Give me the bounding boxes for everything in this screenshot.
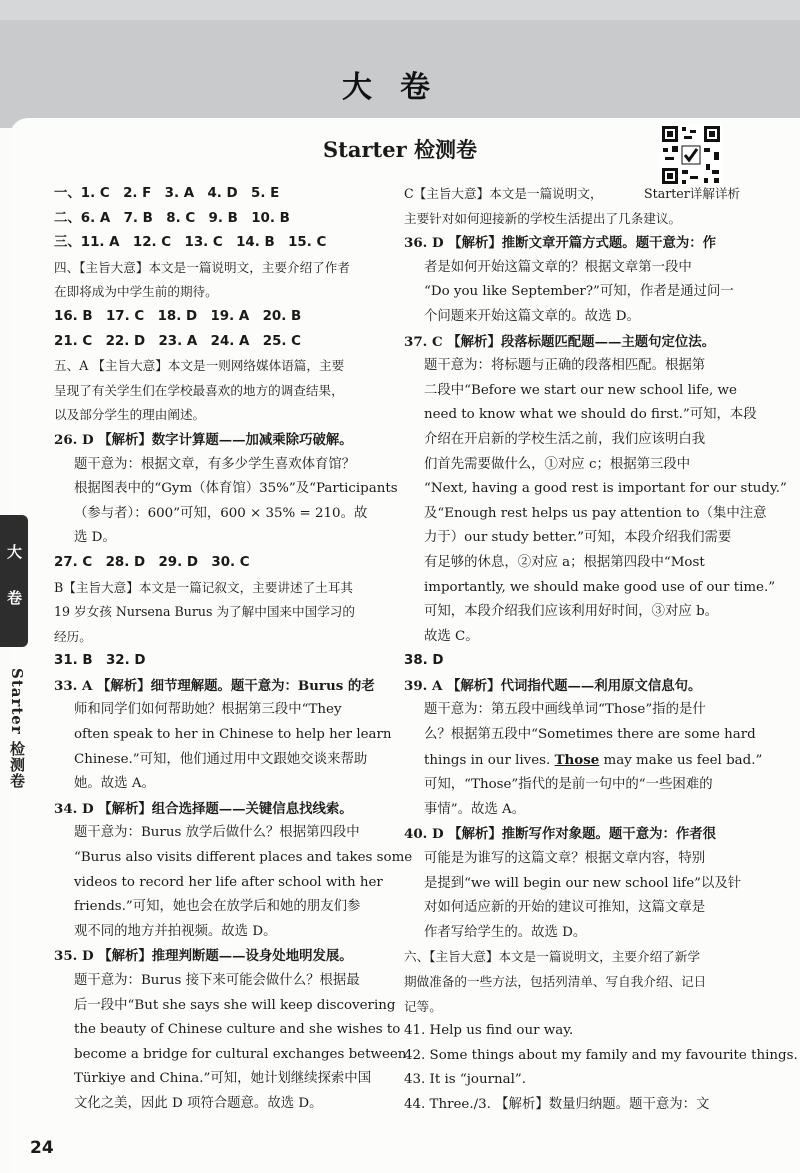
explanation-text: Chinese.”可知，他们通过用中文跟她交谈来帮助 — [74, 751, 368, 767]
section-side-tab — [0, 515, 28, 647]
qr-code-icon[interactable] — [660, 124, 722, 186]
side-tab-label: Starter 检测卷 — [8, 668, 26, 789]
page-number: 24 — [30, 1138, 54, 1158]
answer-line: 41. Help us find our way. — [404, 1023, 574, 1039]
explanation-text: 事情”。故选 A。 — [424, 801, 526, 817]
underlined-word: Those — [554, 751, 600, 768]
explanation-text: 选 D。 — [74, 530, 116, 546]
main-idea-text: 主要针对如何迎接新的学校生活提出了几条建议。 — [404, 210, 682, 226]
explanation-text: often speak to her in Chinese to help her learn — [74, 727, 392, 743]
answer-line: 43. It is “journal”. — [404, 1072, 526, 1088]
explanation-text: 文化之美，因此 D 项符合题意。故选 D。 — [74, 1095, 323, 1111]
explanation-text: 师和同学们如何帮助她？根据第三段中“They — [74, 702, 342, 718]
side-tab-char-1: 大 — [7, 543, 23, 561]
main-idea-text: B【主旨大意】本文是一篇记叙文，主要讲述了土耳其 — [54, 579, 353, 595]
banner-top-shade — [0, 0, 800, 20]
main-idea-text: 四、【主旨大意】本文是一篇说明文，主要介绍了作者 — [54, 259, 350, 275]
explanation-text: 对如何适应新的开始的建议可推知，这篇文章是 — [424, 900, 706, 916]
answer-line: 一、1. C 2. F 3. A 4. D 5. E — [54, 186, 280, 201]
explanation-text: 作者写给学生的。故选 D。 — [424, 924, 587, 940]
explanation-text: 介绍在开启新的学校生活之前，我们应该明白我 — [424, 431, 706, 447]
main-idea-text: 经历。 — [54, 628, 92, 644]
main-idea-text: 记等。 — [404, 998, 442, 1014]
explanation-text: 她。故选 A。 — [74, 776, 155, 792]
explanation-text: 故选 C。 — [424, 628, 479, 644]
answer-line: 27. C 28. D 29. D 30. C — [54, 554, 250, 570]
explanation-text: 题干意为：Burus 接下来可能会做什么？根据最 — [74, 973, 360, 988]
explanation-text: 者是如何开始这篇文章的？根据文章第一段中 — [424, 259, 692, 275]
explanation-heading: 35. D 【解析】推理判断题——设身处地明发展。 — [54, 948, 353, 965]
main-idea-text — [404, 182, 742, 207]
explanation-text: 么？根据第五段中“Sometimes there are some hard — [424, 727, 756, 743]
explanation-text: “Burus also visits different places and takes some — [74, 850, 413, 866]
explanation-text: 后一段中“But she says she will keep discovering — [74, 997, 396, 1013]
explanation-text: 题干意为：第五段中画线单词“Those”指的是什 — [424, 702, 706, 718]
quote-text: things in our lives. — [424, 752, 555, 768]
answer-line: 31. B 32. D — [54, 653, 146, 669]
explanation-text: become a bridge for cultural exchanges between — [74, 1046, 407, 1062]
explanation-text: 可能是为谁写的这篇文章？根据文章内容，特别 — [424, 851, 706, 867]
explanation-heading: 36. D 【解析】推断文章开篇方式题。题干意为：作 — [404, 235, 717, 252]
answer-line: 21. C 22. D 23. A 24. A 25. C — [54, 333, 301, 349]
explanation-text: 力于）our study better.”可知，本段介绍我们需要 — [424, 530, 732, 546]
explanation-text: 根据图表中的“Gym（体育馆）35%”及“Participants — [74, 481, 398, 497]
main-idea-text: 19 岁女孩 Nursena Burus 为了解中国来中国学习的 — [54, 604, 355, 620]
main-idea-text: 呈现了有关学生们在学校最喜欢的地方的调查结果， — [54, 382, 344, 398]
explanation-text: 二段中“Before we start our new school life, we — [424, 382, 737, 398]
explanation-text: 有足够的休息，②对应 a；根据第四段中“Most — [424, 554, 705, 570]
explanation-text: importantly, we should make good use of our time.” — [424, 579, 776, 595]
explanation-text: 可知，“Those”指代的是前一句中的“一些困难的 — [424, 777, 713, 793]
explanation-text: 及“Enough rest helps us pay attention to（集中注意 — [424, 505, 767, 521]
answer-line: 44. Three./3. 【解析】数量归纳题。题干意为：文 — [404, 1096, 710, 1112]
explanation-text: friends.”可知，她也会在放学后和她的朋友们参 — [74, 899, 361, 915]
main-idea-text: 在即将成为中学生前的期待。 — [54, 284, 218, 300]
explanation-heading: 33. A 【解析】细节理解题。题干意为：Burus 的老 — [54, 677, 375, 694]
answer-line: 16. B 17. C 18. D 19. A 20. B — [54, 308, 302, 324]
banner-title: 大卷 — [342, 70, 458, 105]
explanation-text: 题干意为：将标题与正确的段落相匹配。根据第 — [424, 358, 706, 374]
explanation-text: the beauty of Chinese culture and she wishes to — [74, 1022, 401, 1038]
answer-column-left — [54, 182, 413, 1117]
explanation-text: 观不同的地方并拍视频。故选 D。 — [74, 923, 277, 939]
answer-line: 42. Some things about my family and my favourite things. — [404, 1047, 798, 1063]
main-idea-text: 六、【主旨大意】本文是一篇说明文，主要介绍了新学 — [404, 949, 700, 965]
main-idea-text: 期做准备的一些方法，包括列清单、写自我介绍、记日 — [404, 974, 707, 989]
explanation-text — [404, 748, 763, 774]
answer-line: 三、11. A 12. C 13. C 14. B 15. C — [54, 235, 327, 251]
answer-column-right — [404, 182, 798, 1118]
explanation-text: need to know what we should do first.”可知，本段 — [424, 407, 757, 423]
explanation-heading: 26. D 【解析】数字计算题——加减乘除巧破解。 — [54, 431, 353, 448]
explanation-text: 题干意为：Burus 放学后做什么？根据第四段中 — [74, 825, 360, 841]
explanation-heading: 40. D 【解析】推断写作对象题。题干意为：作者很 — [404, 826, 717, 843]
explanation-text: 个问题来开始这篇文章的。故选 D。 — [424, 308, 640, 324]
quote-text: may make us feel bad.” — [599, 752, 763, 768]
explanation-text: 们首先需要做什么，①对应 c；根据第三段中 — [424, 456, 691, 472]
answer-line: 二、6. A 7. B 8. C 9. B 10. B — [54, 210, 290, 226]
explanation-text: 是提到“we will begin our new school life”以及针 — [424, 875, 742, 891]
explanation-heading: 34. D 【解析】组合选择题——关键信息找线索。 — [54, 800, 353, 817]
explanation-text: videos to record her life after school with her — [74, 874, 383, 890]
side-tab-char-2: 卷 — [7, 589, 23, 607]
explanation-heading: 37. C 【解析】段落标题匹配题——主题句定位法。 — [404, 333, 716, 350]
explanation-text: “Next, having a good rest is important for our study.” — [424, 481, 787, 497]
main-idea-text: 以及部分学生的理由阐述。 — [54, 407, 206, 423]
answer-line: 38. D — [404, 653, 444, 669]
explanation-text: “Do you like September?”可知，作者是通过问一 — [424, 284, 734, 300]
explanation-text: （参与者）：600”可知，600 × 35% = 210。故 — [74, 505, 368, 521]
explanation-text: 题干意为：根据文章，有多少学生喜欢体育馆？ — [74, 456, 356, 472]
explanation-text: Türkiye and China.”可知，她计划继续探索中国 — [74, 1071, 372, 1087]
main-idea-text: 五、A 【主旨大意】本文是一则网络媒体语篇，主要 — [54, 358, 345, 374]
qr-caption: Starter详解详析 — [644, 186, 741, 201]
explanation-heading: 39. A 【解析】代词指代题——利用原文信息句。 — [404, 677, 702, 694]
main-idea-c: C【主旨大意】本文是一篇说明文， — [404, 186, 603, 201]
sheet-title: Starter 检测卷 — [323, 137, 477, 162]
explanation-text: 可知，本段介绍我们应该利用好时间，③对应 b。 — [424, 604, 719, 620]
